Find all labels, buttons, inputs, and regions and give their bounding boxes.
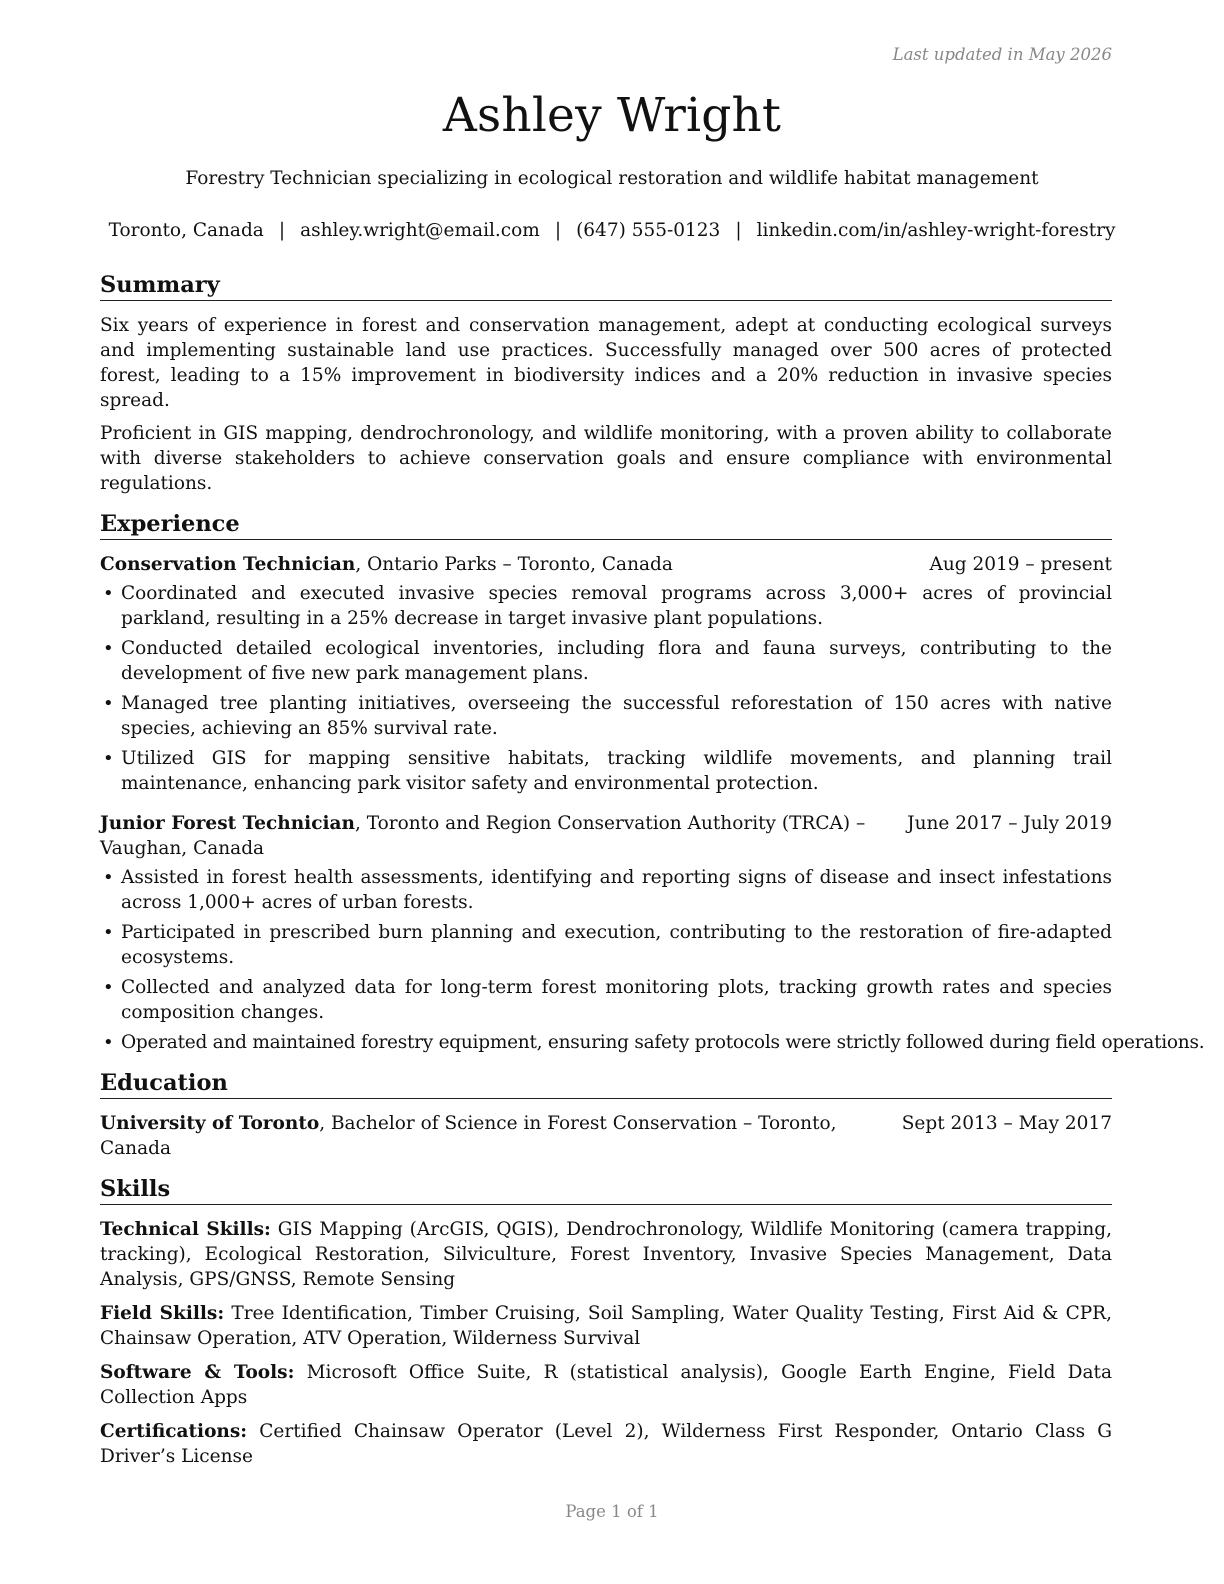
skill-label: Software & Tools: [100, 1362, 295, 1383]
job-entry [100, 811, 1205, 1055]
summary-paragraph: Six years of experience in forest and conservation management, adept at conducting ecological surveys and implementing sustainable land use practices. Successfully managed over 500 acres of protected forest, leading to a 15% improvement in biodiversity indices and a 20% reduction in invasive species spread. [100, 315, 1112, 411]
summary-paragraph: Proficient in GIS mapping, dendrochronology, and wildlife monitoring, with a proven ability to collaborate with diverse stakeholders to achieve conservation goals and ensure compliance with environmental regulations. [100, 423, 1112, 494]
job-bullets [100, 865, 1205, 1055]
contact-separator: | [554, 220, 562, 241]
job-header [100, 552, 1112, 577]
experience-heading: Experience [100, 510, 1112, 540]
skill-label: Field Skills: [100, 1303, 225, 1324]
contact-phone: (647) 555-0123 [576, 220, 721, 241]
contact-location: Toronto, Canada [108, 220, 264, 241]
experience-section [100, 510, 1205, 1055]
skills-heading: Skills [100, 1175, 1112, 1205]
candidate-name: Ashley Wright [442, 88, 782, 143]
skill-value: Microsoft Office Suite, R (statistical analysis), Google Earth Engine, Field Data Collection Apps [100, 1362, 1112, 1408]
education-detail: , Bachelor of Science in Forest Conservation – Toronto, Canada [100, 1113, 837, 1159]
job-bullet: • Assisted in forest health assessments, identifying and reporting signs of disease and insect infestations across 1,000+ acres of urban forests. [100, 865, 1112, 915]
job-org: , Ontario Parks – Toronto, Canada [355, 554, 673, 575]
job-dates: Aug 2019 – present [929, 554, 1112, 575]
skill-group [100, 1419, 1112, 1469]
skill-value: GIS Mapping (ArcGIS, QGIS), Dendrochronology, Wildlife Monitoring (camera trapping, tracking), Ecological Restoration, Silviculture, Forest Inventory, Invasive Species Management, Data Analysis, GPS/GNSS, Remote Sensing [100, 1219, 1112, 1290]
summary-section [100, 271, 1112, 496]
job-bullet: • Participated in prescribed burn planning and execution, contributing to the restoration of fire-adapted ecosystems. [100, 920, 1112, 970]
contact-separator: | [278, 220, 286, 241]
contact-email[interactable]: ashley.wright@email.com [300, 220, 540, 241]
skill-group [100, 1360, 1112, 1410]
education-heading: Education [100, 1069, 1112, 1099]
job-bullet: • Operated and maintained forestry equipment, ensuring safety protocols were strictly followed during field operations. [100, 1030, 1112, 1055]
job-dates: June 2017 – July 2019 [907, 813, 1112, 834]
contact-linkedin[interactable]: linkedin.com/in/ashley-wright-forestry [756, 220, 1116, 241]
skill-group [100, 1217, 1112, 1292]
skill-label: Technical Skills: [100, 1219, 271, 1240]
skill-label: Certifications: [100, 1421, 248, 1442]
summary-heading: Summary [100, 271, 1112, 301]
job-bullet: • Conducted detailed ecological inventories, including flora and fauna surveys, contributing to the development of five new park management plans. [100, 636, 1112, 686]
education-entry [100, 1111, 1112, 1161]
last-updated: Last updated in May 2026 [892, 45, 1112, 64]
job-title-line [100, 552, 673, 577]
resume-content [100, 271, 1205, 1478]
job-bullet: • Collected and analyzed data for long-term forest monitoring plots, tracking growth rates and species composition changes. [100, 975, 1112, 1025]
job-bullet: • Coordinated and executed invasive species removal programs across 3,000+ acres of provincial parkland, resulting in a 25% decrease in target invasive plant populations. [100, 581, 1112, 631]
job-title-line [100, 811, 887, 861]
education-dates: Sept 2013 – May 2017 [901, 1113, 1112, 1134]
skill-value: Tree Identification, Timber Cruising, Soil Sampling, Water Quality Testing, First Aid & CPR, Chainsaw Operation, ATV Operation, Wilderness Survival [100, 1303, 1112, 1349]
education-school: University of Toronto [100, 1113, 320, 1134]
skill-group [100, 1301, 1112, 1351]
skills-section [100, 1175, 1112, 1469]
job-role: Conservation Technician [100, 554, 356, 575]
job-entry [100, 552, 1112, 796]
skill-value: Certified Chainsaw Operator (Level 2), Wilderness First Responder, Ontario Class G Driver’s License [100, 1421, 1112, 1467]
page-number: Page 1 of 1 [565, 1502, 659, 1521]
education-line [100, 1111, 882, 1161]
job-bullet: • Managed tree planting initiatives, overseeing the successful reforestation of 150 acres with native species, achieving an 85% survival rate. [100, 691, 1112, 741]
job-bullets [100, 581, 1112, 796]
job-header [100, 811, 1112, 861]
tagline: Forestry Technician specializing in ecological restoration and wildlife habitat management [185, 168, 1039, 189]
contact-line [0, 220, 1224, 241]
job-role: Junior Forest Technician [100, 813, 355, 834]
education-section [100, 1069, 1112, 1161]
job-bullet: • Utilized GIS for mapping sensitive habitats, tracking wildlife movements, and planning trail maintenance, enhancing park visitor safety and environmental protection. [100, 746, 1112, 796]
job-org: , Toronto and Region Conservation Authority (TRCA) – Vaughan, Canada [100, 813, 866, 859]
contact-separator: | [735, 220, 742, 241]
